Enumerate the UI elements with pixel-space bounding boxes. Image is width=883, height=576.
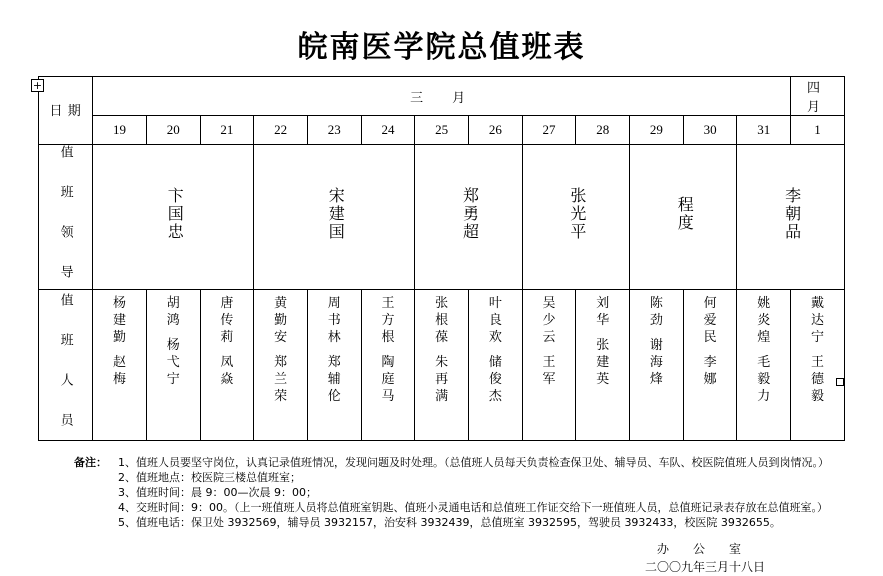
day-cell-30: 30 bbox=[683, 116, 737, 145]
day-cell-23: 23 bbox=[307, 116, 361, 145]
note-line-2: 2、值班地点：校医院三楼总值班室； bbox=[118, 471, 301, 484]
row-label-leader-text: 值 班 领 导 bbox=[58, 145, 74, 284]
staff-name-2b: 杨弋宁 bbox=[166, 337, 180, 386]
day-cell-22: 22 bbox=[254, 116, 308, 145]
note-line-3: 3、值班时间：晨 9：00—次晨 9：00； bbox=[118, 486, 317, 499]
day-cell-25: 25 bbox=[415, 116, 469, 145]
staff-name-8a: 叶良欢 bbox=[488, 295, 502, 344]
staff-name-12a: 何爱民 bbox=[703, 295, 717, 344]
staff-name-1a: 杨建勤 bbox=[113, 295, 127, 344]
day-cell-19: 19 bbox=[93, 116, 147, 145]
duty-schedule-table bbox=[38, 76, 849, 441]
staff-name-7b: 朱再满 bbox=[435, 354, 449, 403]
leader-name-3: 郑勇超 bbox=[460, 187, 478, 241]
staff-cell-5 bbox=[307, 290, 361, 441]
staff-cell-1 bbox=[93, 290, 147, 441]
month-header-april: 四 月 bbox=[791, 77, 845, 116]
staff-cell-6 bbox=[361, 290, 415, 441]
staff-cell-3 bbox=[200, 290, 254, 441]
staff-cell-10 bbox=[576, 290, 630, 441]
day-cell-20: 20 bbox=[146, 116, 200, 145]
page-title: 皖南医学院总值班表 bbox=[297, 30, 586, 65]
staff-cell-13 bbox=[737, 290, 791, 441]
leader-cell-2 bbox=[254, 145, 415, 290]
staff-cell-2 bbox=[146, 290, 200, 441]
month-header-march: 三 月 bbox=[93, 77, 791, 116]
footer-date: 二〇〇九年三月十八日 bbox=[644, 560, 765, 574]
staff-cell-8 bbox=[468, 290, 522, 441]
table-row-month bbox=[39, 77, 845, 116]
staff-name-9a: 吴少云 bbox=[542, 295, 556, 344]
row-label-staff bbox=[39, 290, 93, 441]
leader-cell-1 bbox=[93, 145, 254, 290]
table-row-staff bbox=[39, 290, 845, 441]
staff-name-14a: 戴达宁 bbox=[810, 295, 824, 344]
row-label-date: 日 期 bbox=[39, 77, 93, 145]
day-cell-28: 28 bbox=[576, 116, 630, 145]
staff-name-6a: 王方根 bbox=[381, 295, 395, 344]
staff-name-4a: 黄勤安 bbox=[274, 295, 288, 344]
day-cell-27: 27 bbox=[522, 116, 576, 145]
staff-name-1b: 赵梅 bbox=[113, 354, 127, 386]
corner-marker-icon: + bbox=[32, 79, 43, 92]
leader-cell-3 bbox=[415, 145, 522, 290]
corner-handle-icon bbox=[836, 378, 844, 386]
leader-cell-4 bbox=[522, 145, 629, 290]
leader-name-2: 宋建国 bbox=[326, 187, 344, 241]
staff-cell-7 bbox=[415, 290, 469, 441]
day-cell-31: 31 bbox=[737, 116, 791, 145]
leader-name-1: 卞国忠 bbox=[165, 187, 183, 241]
staff-cell-9 bbox=[522, 290, 576, 441]
staff-name-3b: 凤焱 bbox=[220, 354, 234, 386]
staff-name-3a: 唐传莉 bbox=[220, 295, 234, 344]
notes-body bbox=[118, 455, 883, 530]
staff-cell-4 bbox=[254, 290, 308, 441]
staff-name-13b: 毛毅力 bbox=[757, 354, 771, 403]
leader-cell-5 bbox=[630, 145, 737, 290]
staff-cell-14 bbox=[791, 290, 845, 441]
row-label-leader bbox=[39, 145, 93, 290]
staff-name-8b: 储俊杰 bbox=[488, 354, 502, 403]
note-line-4: 4、交班时间：9：00。（上一班值班人员将总值班室钥匙、值班小灵通电话和总值班工作证交给下一班值班人员，总值班记录表存放在总值班室。） bbox=[118, 501, 828, 514]
staff-name-11a: 陈劲 bbox=[649, 295, 663, 327]
day-cell-1: 1 bbox=[791, 116, 845, 145]
footer-office: 办 公 室 bbox=[656, 542, 747, 556]
staff-name-9b: 王军 bbox=[542, 354, 556, 386]
notes-label: 备注： bbox=[74, 456, 107, 469]
table-row-days bbox=[39, 116, 845, 145]
staff-name-10a: 刘华 bbox=[596, 295, 610, 327]
staff-name-5a: 周书林 bbox=[327, 295, 341, 344]
notes-section bbox=[0, 455, 883, 530]
note-line-1: 1、值班人员要坚守岗位，认真记录值班情况，发现问题及时处理。（总值班人员每天负责检查保卫处、辅导员、车队、校医院值班人员到岗情况。） bbox=[118, 456, 829, 469]
row-label-staff-text: 值 班 人 员 bbox=[58, 293, 74, 432]
table-row-leaders bbox=[39, 145, 845, 290]
staff-name-7a: 张根葆 bbox=[435, 295, 449, 344]
day-cell-21: 21 bbox=[200, 116, 254, 145]
leader-name-5: 程度 bbox=[675, 196, 693, 232]
staff-name-12b: 李娜 bbox=[703, 354, 717, 386]
leader-name-6: 李朝品 bbox=[782, 187, 800, 241]
day-cell-29: 29 bbox=[630, 116, 684, 145]
note-line-5: 5、值班电话：保卫处 3932569，辅导员 3932157，治安科 3932439，总值班室 3932595，驾驶员 3932433，校医院 3932655。 bbox=[118, 516, 781, 529]
staff-name-11b: 谢海烽 bbox=[649, 337, 663, 386]
staff-name-13a: 姚炎煌 bbox=[757, 295, 771, 344]
day-cell-24: 24 bbox=[361, 116, 415, 145]
staff-name-5b: 郑辅伦 bbox=[327, 354, 341, 403]
staff-name-10b: 张建英 bbox=[596, 337, 610, 386]
leader-name-4: 张光平 bbox=[567, 187, 585, 241]
leader-cell-6 bbox=[737, 145, 844, 290]
staff-name-14b: 王德毅 bbox=[810, 354, 824, 403]
footer-signature bbox=[0, 540, 883, 576]
staff-name-6b: 陶庭马 bbox=[381, 354, 395, 403]
staff-cell-12 bbox=[683, 290, 737, 441]
staff-cell-11 bbox=[630, 290, 684, 441]
staff-name-4b: 郑兰荣 bbox=[274, 354, 288, 403]
day-cell-26: 26 bbox=[468, 116, 522, 145]
staff-name-2a: 胡鸿 bbox=[166, 295, 180, 327]
